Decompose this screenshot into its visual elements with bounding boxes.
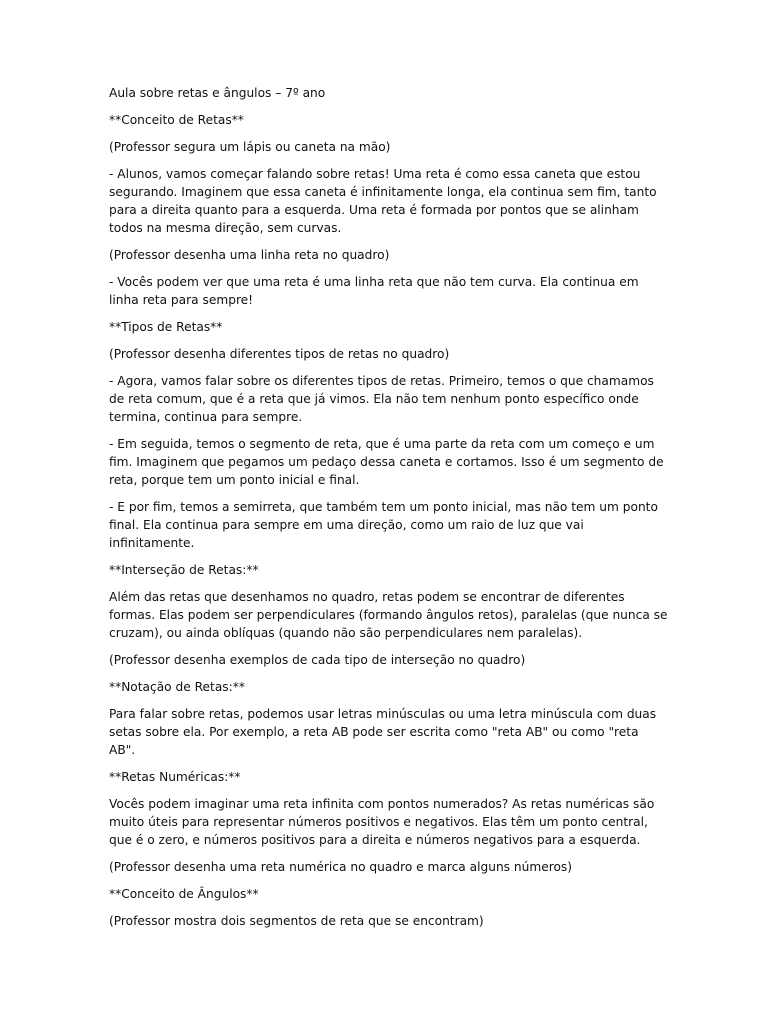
paragraph: - Vocês podem ver que uma reta é uma linha reta que não tem curva. Ela continua em linha reta para sempre! — [109, 275, 639, 307]
section-heading-conceito-de-retas: **Conceito de Retas** — [109, 113, 244, 127]
section-heading-conceito-de-angulos: **Conceito de Ângulos** — [109, 887, 259, 901]
paragraph: Vocês podem imaginar uma reta infinita com pontos numerados? As retas numéricas são muito úteis para representar números positivos e negativos. Elas têm um ponto central, que é o zero, e números positivos para a direita e números negativos para a esquerda. — [109, 797, 655, 847]
paragraph: Para falar sobre retas, podemos usar letras minúsculas ou uma letra minúscula com duas setas sobre ela. Por exemplo, a reta AB pode ser escrita como "reta AB" ou como "reta AB". — [109, 707, 657, 757]
section-heading-notacao-de-retas: **Notação de Retas:** — [109, 680, 245, 694]
stage-direction: (Professor desenha uma linha reta no quadro) — [109, 248, 390, 262]
document-body — [109, 84, 668, 930]
section-heading-tipos-de-retas: **Tipos de Retas** — [109, 320, 223, 334]
paragraph: - Em seguida, temos o segmento de reta, que é uma parte da reta com um começo e um fim. Imaginem que pegamos um pedaço dessa caneta e cortamos. Isso é um segmento de reta, porque tem um ponto inicial e final. — [109, 437, 664, 487]
stage-direction: (Professor desenha exemplos de cada tipo de interseção no quadro) — [109, 653, 526, 667]
stage-direction: (Professor segura um lápis ou caneta na mão) — [109, 140, 391, 154]
paragraph: Além das retas que desenhamos no quadro, retas podem se encontrar de diferentes formas. Elas podem ser perpendiculares (formando ângulos retos), paralelas (que nunca se cruzam), ou ainda oblíquas (quando não são perpendiculares nem paralelas). — [109, 590, 668, 640]
stage-direction: (Professor desenha uma reta numérica no quadro e marca alguns números) — [109, 860, 573, 874]
paragraph: - E por fim, temos a semirreta, que também tem um ponto inicial, mas não tem um ponto final. Ela continua para sempre em uma direção, como um raio de luz que vai infinitamente. — [109, 500, 658, 550]
paragraph: - Agora, vamos falar sobre os diferentes tipos de retas. Primeiro, temos o que chamamos de reta comum, que é a reta que já vimos. Ela não tem nenhum ponto específico onde termina, continua para sempre. — [109, 374, 654, 424]
section-heading-retas-numericas: **Retas Numéricas:** — [109, 770, 241, 784]
document-title: Aula sobre retas e ângulos – 7º ano — [109, 86, 326, 100]
stage-direction: (Professor desenha diferentes tipos de retas no quadro) — [109, 347, 450, 361]
section-heading-intersecao-de-retas: **Interseção de Retas:** — [109, 563, 259, 577]
stage-direction: (Professor mostra dois segmentos de reta que se encontram) — [109, 914, 484, 928]
paragraph: - Alunos, vamos começar falando sobre retas! Uma reta é como essa caneta que estou segurando. Imaginem que essa caneta é infinitamente longa, ela continua sem fim, tanto para a direita quanto para a esquerda. Uma reta é formada por pontos que se alinham todos na mesma direção, sem curvas. — [109, 167, 657, 235]
